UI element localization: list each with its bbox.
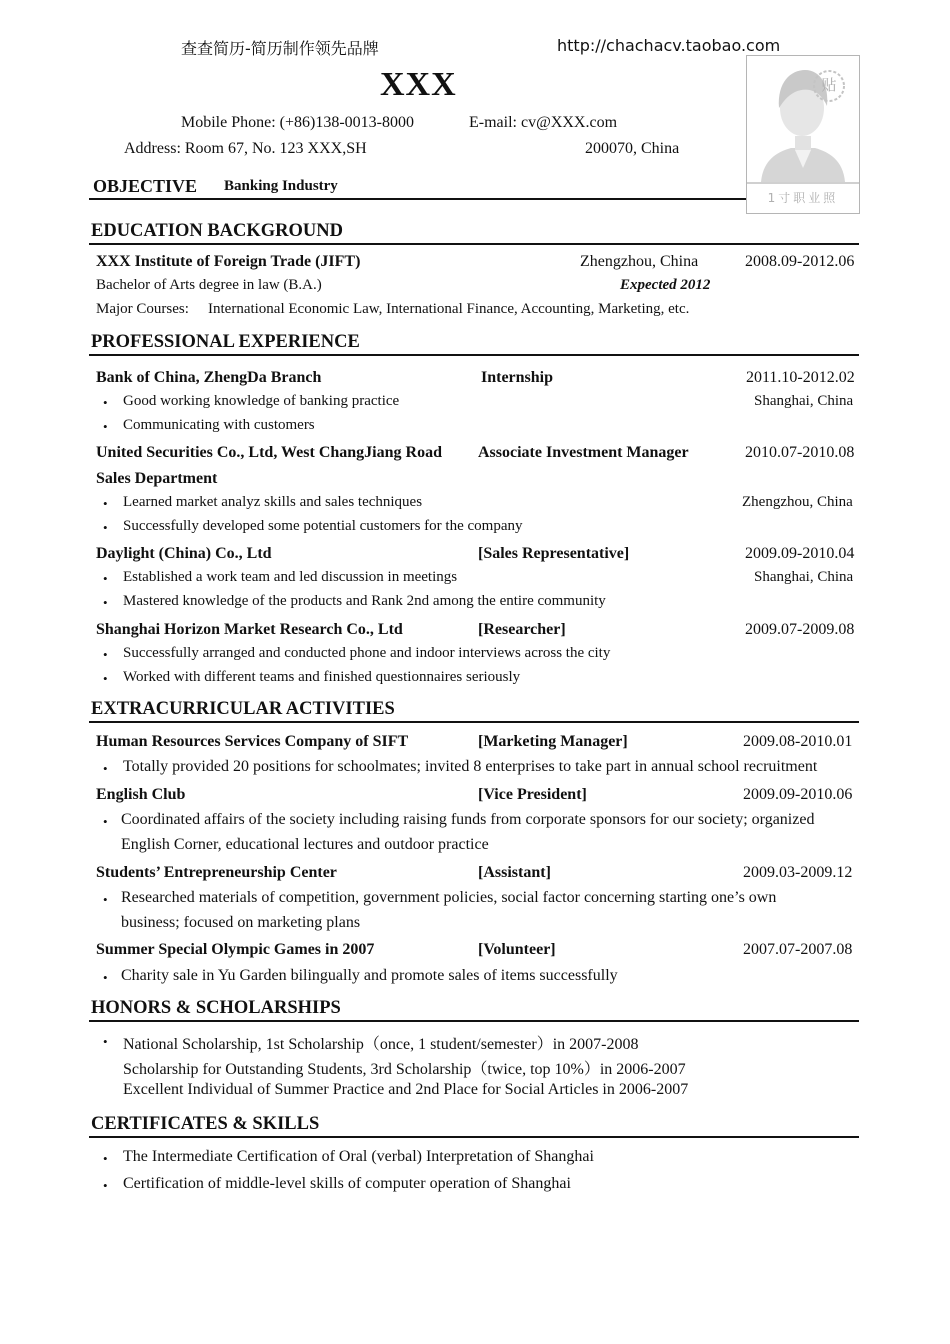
experience-bullet: Worked with different teams and finished questionnaires seriously: [123, 669, 521, 685]
activity-line: Coordinated affairs of the society including raising funds from corporate sponsors for our society; organized: [121, 811, 815, 828]
education-dates: 2008.09-2012.06: [745, 253, 855, 270]
honors-heading: HONORS & SCHOLARSHIPS: [91, 998, 341, 1018]
bullet-icon: •: [103, 647, 108, 662]
bullet-icon: •: [103, 1034, 108, 1049]
experience-org: Daylight (China) Co., Ltd: [96, 545, 272, 562]
experience-location: Shanghai, China: [754, 393, 854, 409]
activity-role: [Marketing Manager]: [478, 733, 628, 750]
bullet-icon: •: [103, 571, 108, 586]
activity-dates: 2007.07-2007.08: [743, 941, 853, 958]
honors-rule: [89, 1020, 859, 1022]
skills-rule: [89, 1136, 859, 1138]
activity-role: [Volunteer]: [478, 941, 556, 958]
activity-org: Human Resources Services Company of SIFT: [96, 733, 409, 750]
education-courses-label: Major Courses:: [96, 301, 189, 317]
activity-dates: 2009.08-2010.01: [743, 733, 853, 750]
education-rule: [89, 243, 859, 245]
activities-rule: [89, 721, 859, 723]
bullet-icon: •: [103, 1151, 108, 1166]
activity-role: [Assistant]: [478, 864, 551, 881]
experience-bullet: Successfully developed some potential customers for the company: [123, 518, 523, 534]
activity-org: Summer Special Olympic Games in 2007: [96, 941, 375, 958]
experience-dates: 2009.07-2009.08: [745, 621, 855, 638]
bullet-icon: •: [103, 520, 108, 535]
experience-heading: PROFESSIONAL EXPERIENCE: [91, 332, 360, 352]
experience-org: Shanghai Horizon Market Research Co., Ltd: [96, 621, 403, 638]
education-expected: Expected 2012: [620, 277, 711, 293]
postcode: 200070, China: [585, 140, 680, 157]
honor-line: Scholarship for Outstanding Students, 3rd Scholarship（twice, top 10%）in 2006-2007: [123, 1061, 686, 1078]
activity-dates: 2009.03-2009.12: [743, 864, 853, 881]
bullet-icon: •: [103, 1178, 108, 1193]
address: Address: Room 67, No. 123 XXX,SH: [124, 140, 367, 157]
activity-line: Totally provided 20 positions for schoolmates; invited 8 enterprises to take part in annual school recruitment: [123, 758, 818, 775]
bullet-icon: •: [103, 814, 108, 829]
bullet-icon: •: [103, 892, 108, 907]
activity-role: [Vice President]: [478, 786, 587, 803]
bullet-icon: •: [103, 761, 108, 776]
activity-org: English Club: [96, 786, 186, 803]
education-heading: EDUCATION BACKGROUND: [91, 221, 343, 241]
experience-org: Bank of China, ZhengDa Branch: [96, 369, 322, 386]
experience-role: Associate Investment Manager: [478, 444, 689, 461]
experience-bullet: Good working knowledge of banking practice: [123, 393, 400, 409]
experience-bullet: Mastered knowledge of the products and Rank 2nd among the entire community: [123, 593, 606, 609]
activity-line: Charity sale in Yu Garden bilingually and promote sales of items successfully: [121, 967, 618, 984]
photo-placeholder: [746, 55, 860, 214]
experience-bullet: Successfully arranged and conducted phone and indoor interviews across the city: [123, 645, 611, 661]
candidate-name: XXX: [380, 66, 457, 103]
photo-stamp: 贴: [821, 76, 837, 94]
education-location: Zhengzhou, China: [580, 253, 699, 270]
activity-line: business; focused on marketing plans: [121, 914, 361, 931]
activity-line: Researched materials of competition, government policies, social factor concerning starting one’s own: [121, 889, 777, 906]
experience-role: [Sales Representative]: [478, 545, 630, 562]
honor-line: National Scholarship, 1st Scholarship（once, 1 student/semester）in 2007-2008: [123, 1036, 639, 1053]
objective-value: Banking Industry: [224, 178, 338, 194]
experience-org: United Securities Co., Ltd, West ChangJiang Road: [96, 444, 442, 461]
objective-heading: OBJECTIVE: [93, 176, 198, 196]
photo-caption: 1寸职业照: [767, 191, 839, 205]
skill-item: The Intermediate Certification of Oral (verbal) Interpretation of Shanghai: [123, 1148, 594, 1165]
activity-org: Students’ Entrepreneurship Center: [96, 864, 337, 881]
bullet-icon: •: [103, 970, 108, 985]
experience-org-line2: Sales Department: [96, 470, 218, 487]
education-degree: Bachelor of Arts degree in law (B.A.): [96, 277, 322, 293]
experience-role: Internship: [481, 369, 554, 386]
skill-item: Certification of middle-level skills of computer operation of Shanghai: [123, 1175, 571, 1192]
activity-line: English Corner, educational lectures and outdoor practice: [121, 836, 489, 853]
honor-line: Excellent Individual of Summer Practice and 2nd Place for Social Articles in 2006-2007: [123, 1081, 689, 1098]
site-url[interactable]: http://chachacv.taobao.com: [557, 36, 781, 55]
experience-location: Zhengzhou, China: [742, 494, 853, 510]
experience-dates: 2010.07-2010.08: [745, 444, 855, 461]
activities-heading: EXTRACURRICULAR ACTIVITIES: [91, 699, 395, 719]
objective-rule: [89, 198, 746, 200]
education-courses: International Economic Law, International Finance, Accounting, Marketing, etc.: [208, 301, 690, 317]
experience-bullet: Communicating with customers: [123, 417, 315, 433]
skills-heading: CERTIFICATES & SKILLS: [91, 1114, 320, 1134]
bullet-icon: •: [103, 419, 108, 434]
experience-dates: 2011.10-2012.02: [746, 369, 855, 386]
bullet-icon: •: [103, 595, 108, 610]
experience-bullet: Established a work team and led discussion in meetings: [123, 569, 458, 585]
bullet-icon: •: [103, 496, 108, 511]
education-school: XXX Institute of Foreign Trade (JIFT): [96, 253, 361, 270]
bullet-icon: •: [103, 395, 108, 410]
experience-rule: [89, 354, 859, 356]
mobile-phone: Mobile Phone: (+86)138-0013-8000: [181, 114, 414, 131]
experience-role: [Researcher]: [478, 621, 566, 638]
experience-bullet: Learned market analyz skills and sales techniques: [123, 494, 423, 510]
email: E-mail: cv@XXX.com: [469, 114, 618, 131]
activity-dates: 2009.09-2010.06: [743, 786, 853, 803]
experience-dates: 2009.09-2010.04: [745, 545, 855, 562]
bullet-icon: •: [103, 671, 108, 686]
experience-location: Shanghai, China: [754, 569, 854, 585]
site-name: 查查简历-简历制作领先品牌: [181, 39, 379, 58]
